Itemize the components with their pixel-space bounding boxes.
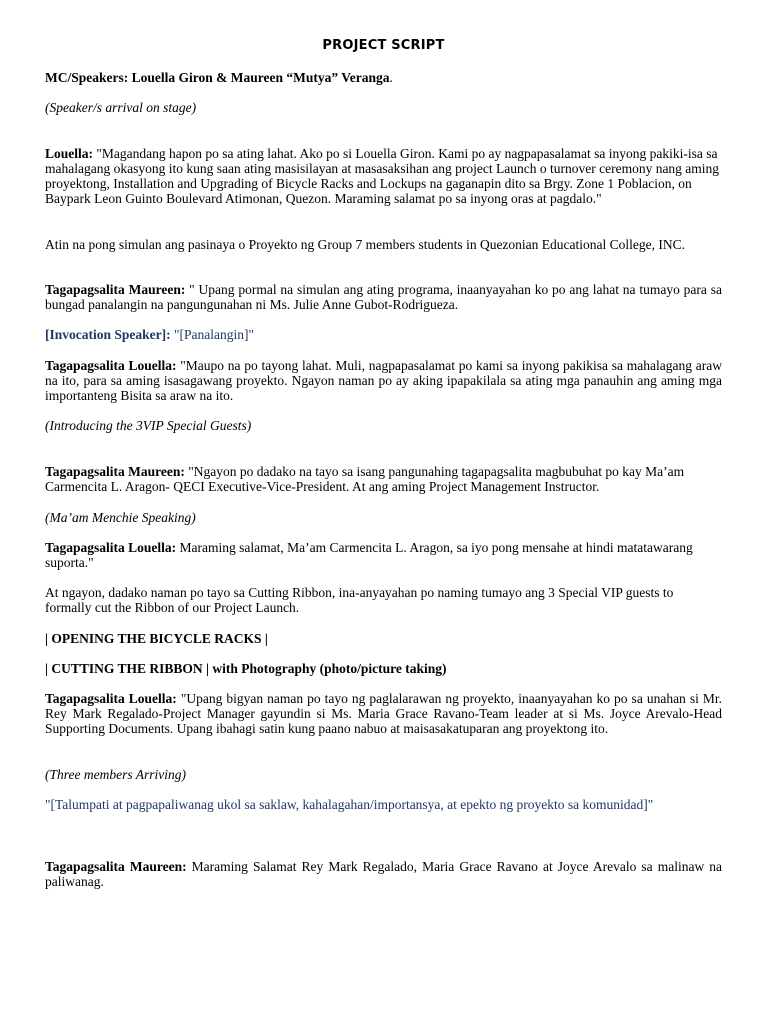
louella-guests-paragraph xyxy=(45,358,722,403)
dialogue-text: "Ngayon po dadako na tayo sa isang pangunahing tagapagsalita magbubuhat po kay Ma’am Carmencita L. Aragon- QECI Executive-Vice-President. At ang aming Project Management Instructor. xyxy=(45,464,685,494)
stage-direction-introducing: (Introducing the 3VIP Special Guests) xyxy=(45,418,252,433)
document-title: PROJECT SCRIPT xyxy=(322,38,445,53)
dialogue-text: Maraming salamat, Ma’am Carmencita L. Aragon, sa iyo pong mensahe at hindi matatawarang suporta." xyxy=(45,540,693,570)
talumpati-line: "[Talumpati at pagpapaliwanag ukol sa saklaw, kahalagahan/importansya, at epekto ng proyekto sa komunidad]" xyxy=(45,797,654,812)
invocation-line xyxy=(45,327,722,342)
speaker-label: Louella: xyxy=(45,146,94,161)
mc-speakers-tail: . xyxy=(389,70,393,85)
maureen-closing-paragraph xyxy=(45,859,722,889)
stage-direction-menchie: (Ma’am Menchie Speaking) xyxy=(45,510,196,525)
dialogue-text: "Maupo na po tayong lahat. Muli, nagpapasalamat po kami sa inyong pakikisa sa mahalagang araw na ito, para sa aming isasagawang proyekto. Ngayon naman po ay aking ipapakilala sa ating mga panauhin ang aming mga importanteng Bisita sa araw na ito. xyxy=(45,358,722,403)
maureen-invite-paragraph xyxy=(45,282,722,312)
mc-speakers-line xyxy=(45,70,722,85)
speaker-label: Tagapagsalita Maureen: xyxy=(45,859,187,874)
dialogue-text: " Upang pormal na simulan ang ating programa, inaanyayahan ko po ang lahat na tumayo para sa bungad panalangin na pangungunahan ni Ms. Julie Anne Gubot-Rodrigueza. xyxy=(45,282,722,312)
mc-speakers-label: MC/Speakers: Louella Giron & Maureen “Mutya” Veranga xyxy=(45,70,390,85)
invocation-label: [Invocation Speaker]: xyxy=(45,327,171,342)
invocation-text: "[Panalangin]" xyxy=(170,327,254,342)
louella-opening-paragraph xyxy=(45,146,722,206)
dialogue-text: Maraming Salamat Rey Mark Regalado, Maria Grace Ravano at Joyce Arevalo sa malinaw na paliwanag. xyxy=(45,859,723,889)
louella-project-description-paragraph xyxy=(45,691,722,736)
stage-direction-speaker-arrival: (Speaker/s arrival on stage) xyxy=(45,100,197,115)
pasinaya-paragraph: Atin na pong simulan ang pasinaya o Proyekto ng Group 7 members students in Quezonian Educational College, INC. xyxy=(45,237,686,252)
maureen-keynote-paragraph xyxy=(45,464,722,494)
heading-opening-bicycle-racks: | OPENING THE BICYCLE RACKS | xyxy=(45,631,268,646)
speaker-label: Tagapagsalita Maureen: xyxy=(45,464,185,479)
louella-thanks-paragraph xyxy=(45,540,722,570)
speaker-label: Tagapagsalita Louella: xyxy=(45,540,177,555)
speaker-label: Tagapagsalita Maureen: xyxy=(45,282,186,297)
ribbon-invite-paragraph: At ngayon, dadako naman po tayo sa Cutting Ribbon, ina-anyayahan po naming tumayo ang 3 Special VIP guests to formally cut the Ribbon of our Project Launch. xyxy=(45,585,674,615)
dialogue-text: "Magandang hapon po sa ating lahat. Ako po si Louella Giron. Kami po ay nagpapasalamat sa inyong pakiki-isa sa mahalagang okasyong ito kung saan ating masisilayan at masasaksihan ang project Launch o turnover ceremony nang aming proyektong, Installation and Upgrading of Bicycle Racks and Lockups na gaganapin dito sa Brgy. Zone 1 Poblacion, on Baypark Leon Guinto Boulevard Atimonan, Quezon. Maraming salamat po sa inyong oras at pagdalo." xyxy=(45,146,720,206)
speaker-label: Tagapagsalita Louella: xyxy=(45,358,177,373)
dialogue-text: "Upang bigyan naman po tayo ng paglalarawan ng proyekto, inaanyayahan ko po sa unahan si Mr. Rey Mark Regalado-Project Manager gayundin si Ms. Maria Grace Ravano-Team leader at si Ms. Joyce Arevalo-Head Supporting Documents. Upang ibahagi satin kung paano nabuo at maisasakatuparan ang proyektong ito. xyxy=(45,691,722,736)
heading-cutting-ribbon: | CUTTING THE RIBBON | with Photography (photo/picture taking) xyxy=(45,661,447,676)
stage-direction-three-members: (Three members Arriving) xyxy=(45,767,186,782)
speaker-label: Tagapagsalita Louella: xyxy=(45,691,177,706)
